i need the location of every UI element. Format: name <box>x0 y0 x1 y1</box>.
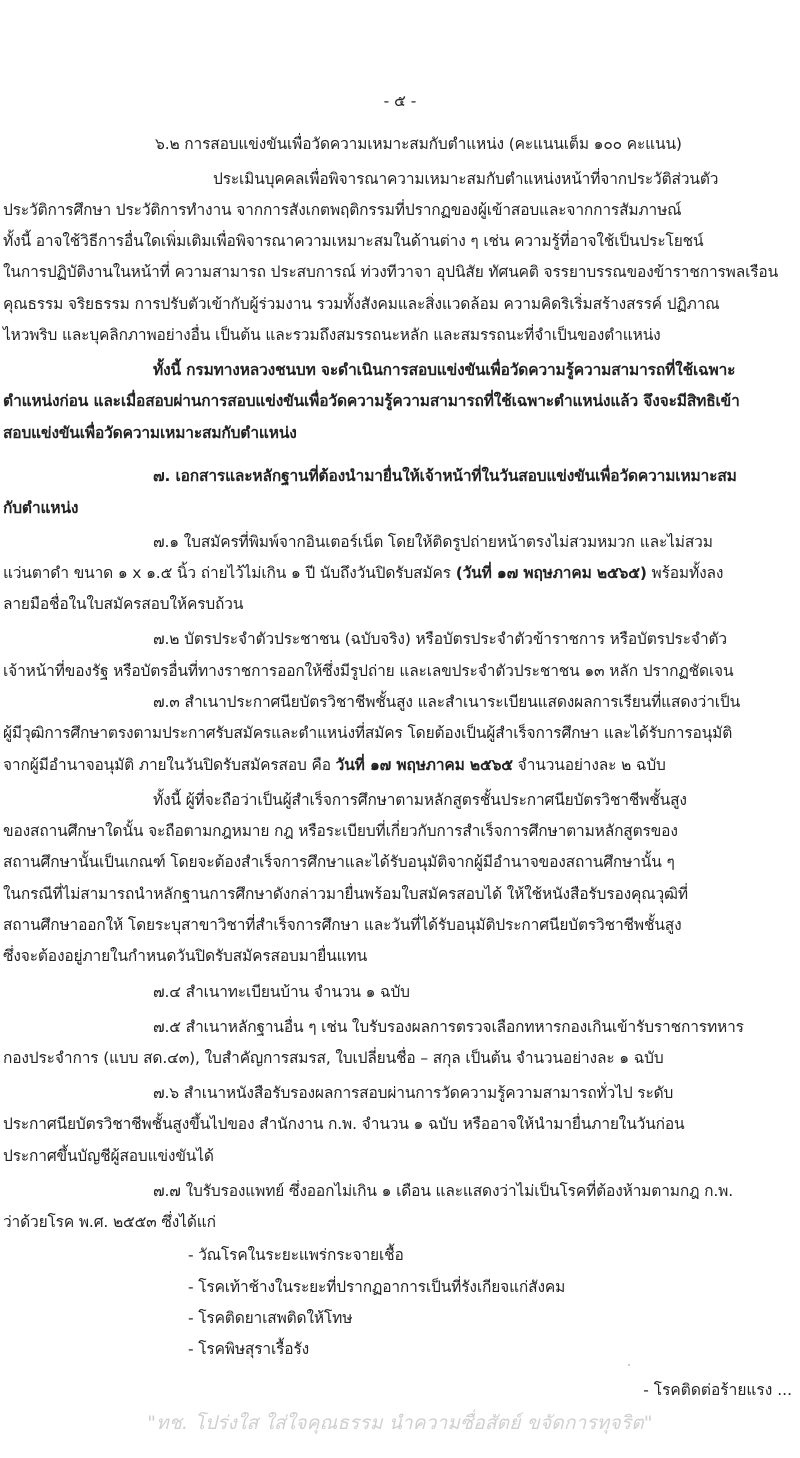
section-6-2-line: ในการปฏิบัติงานในหน้าที่ ความสามารถ ประสบการณ์ ท่วงทีวาจา อุปนิสัย ทัศนคติ จรรยาบรรณของข้าราชการพลเรือน <box>3 263 779 281</box>
section-6-2-note-line: ทั้งนี้ กรมทางหลวงชนบท จะดำเนินการสอบแข่งขันเพื่อวัดความรู้ความสามารถที่ใช้เฉพาะ <box>153 361 736 379</box>
item-7-7-line: ๗.๗ ใบรับรองแพทย์ ซึ่งออกไม่เกิน ๑ เดือน และแสดงว่าไม่เป็นโรคที่ต้องห้ามตามกฎ ก.พ. <box>153 1182 733 1200</box>
item-7-1-line: แว่นตาดำ ขนาด ๑ x ๑.๕ นิ้ว ถ่ายไว้ไม่เกิน ๑ ปี นับถึงวันปิดรับสมัคร (วันที่ ๑๗ พฤษภาคม ๒๕๖๕) พร้อมทั้งลง <box>3 564 724 582</box>
item-7-3-note-line: สถานศึกษานั้นเป็นเกณฑ์ โดยจะต้องสำเร็จการศึกษาและได้รับอนุมัติจากผู้มีอำนาจของสถานศึกษานั้น ๆ <box>3 853 675 871</box>
scan-artifact <box>628 1364 630 1366</box>
section-6-2-line: ประวัติการศึกษา ประวัติการทำงาน จากการสังเกตพฤติกรรมที่ปรากฏของผู้เข้าสอบและจากการสัมภาษณ์ <box>3 201 682 219</box>
item-7-6-line: ประกาศขึ้นบัญชีผู้สอบแข่งขันได้ <box>3 1147 214 1165</box>
section-6-2-heading: ๖.๒ การสอบแข่งขันเพื่อวัดความเหมาะสมกับตำแหน่ง (คะแนนเต็ม ๑๐๐ คะแนน) <box>155 135 682 153</box>
item-7-3-note-line: ของสถานศึกษาใดนั้น จะถือตามกฎหมาย กฎ หรือระเบียบที่เกี่ยวกับการสำเร็จการศึกษาตามหลักสูตรของ <box>3 822 678 840</box>
section-7-heading: กับตำแหน่ง <box>3 499 79 517</box>
item-7-3-note-line: ทั้งนี้ ผู้ที่จะถือว่าเป็นผู้สำเร็จการศึกษาตามหลักสูตรชั้นประกาศนียบัตรวิชาชีพชั้นสูง <box>153 791 687 809</box>
disease-list-item: - โรคติดยาเสพติดให้โทษ <box>188 1309 353 1327</box>
item-7-5-line: ๗.๕ สำเนาหลักฐานอื่น ๆ เช่น ใบรับรองผลการตรวจเลือกทหารกองเกินเข้ารับราชการทหาร <box>153 1018 744 1036</box>
section-6-2-line: คุณธรรม จริยธรรม การปรับตัวเข้ากับผู้ร่วมงาน รวมทั้งสังคมและสิ่งแวดล้อม ความคิดริเริ่มสร้างสรรค์ ปฏิภาณ <box>3 295 720 313</box>
item-7-3-line: จากผู้มีอำนาจอนุมัติ ภายในวันปิดรับสมัครสอบ คือ วันที่ ๑๗ พฤษภาคม ๒๕๖๕ จำนวนอย่างละ ๒ ฉบับ <box>3 756 666 774</box>
item-7-3-line: ผู้มีวุฒิการศึกษาตรงตามประกาศรับสมัครและตำแหน่งที่สมัคร โดยต้องเป็นผู้สำเร็จการศึกษา และได้รับการอนุมัติ <box>3 724 733 742</box>
page-number: - ๕ - <box>383 92 417 110</box>
item-7-5-line: กองประจำการ (แบบ สด.๔๓), ใบสำคัญการสมรส, ใบเปลี่ยนชื่อ – สกุล เป็นต้น จำนวนอย่างละ ๑ ฉบับ <box>3 1049 664 1067</box>
item-7-3-note-line: ซึ่งจะต้องอยู่ภายในกำหนดวันปิดรับสมัครสอบมายื่นแทน <box>3 947 368 965</box>
item-7-3-note-line: สถานศึกษาออกให้ โดยระบุสาขาวิชาที่สำเร็จการศึกษา และวันที่ได้รับอนุมัติประกาศนียบัตรวิชาชีพชั้นสูง <box>3 916 682 934</box>
item-7-3-line: ๗.๓ สำเนาประกาศนียบัตรวิชาชีพชั้นสูง และสำเนาระเบียนแสดงผลการเรียนที่แสดงว่าเป็น <box>153 693 741 711</box>
footer-slogan: "ทช. โปร่งใส ใส่ใจคุณธรรม นำความซื่อสัตย์ ขจัดการทุจริต" <box>147 1412 653 1434</box>
continuation-note: - โรคติดต่อร้ายแรง ... <box>643 1381 792 1399</box>
item-7-3-note-line: ในกรณีที่ไม่สามารถนำหลักฐานการศึกษาดังกล่าวมายื่นพร้อมใบสมัครสอบได้ ให้ใช้หนังสือรับรองคุณวุฒิที่ <box>3 885 688 903</box>
section-6-2-note-line: ตำแหน่งก่อน และเมื่อสอบผ่านการสอบแข่งขันเพื่อวัดความรู้ความสามารถที่ใช้เฉพาะตำแหน่งแล้ว จึงจะมีสิทธิเข้า <box>3 392 740 410</box>
item-7-1-line: ลายมือชื่อในใบสมัครสอบให้ครบถ้วน <box>3 595 244 613</box>
item-7-6-line: ประกาศนียบัตรวิชาชีพชั้นสูงขึ้นไปของ สำนักงาน ก.พ. จำนวน ๑ ฉบับ หรืออาจให้นำมายื่นภายในวันก่อน <box>3 1115 685 1133</box>
section-6-2-note-line: สอบแข่งขันเพื่อวัดความเหมาะสมกับตำแหน่ง <box>3 424 297 442</box>
item-7-6-line: ๗.๖ สำเนาหนังสือรับรองผลการสอบผ่านการวัดความรู้ความสามารถทั่วไป ระดับ <box>153 1084 674 1102</box>
disease-list-item: - วัณโรคในระยะแพร่กระจายเชื้อ <box>188 1246 404 1264</box>
deadline-date: (วันที่ ๑๗ พฤษภาคม ๒๕๖๕) <box>455 564 647 582</box>
item-7-7-line: ว่าด้วยโรค พ.ศ. ๒๕๕๓ ซึ่งได้แก่ <box>3 1213 216 1231</box>
section-6-2-line: ประเมินบุคคลเพื่อพิจารณาความเหมาะสมกับตำแหน่งหน้าที่จากประวัติส่วนตัว <box>213 170 719 188</box>
item-7-4-line: ๗.๔ สำเนาทะเบียนบ้าน จำนวน ๑ ฉบับ <box>153 983 410 1001</box>
section-6-2-line: ทั้งนี้ อาจใช้วิธีการอื่นใดเพิ่มเติมเพื่อพิจารณาความเหมาะสมในด้านต่าง ๆ เช่น ความรู้ที่อาจใช้เป็นประโยชน์ <box>3 232 704 250</box>
section-6-2-line: ไหวพริบ และบุคลิกภาพอย่างอื่น เป็นต้น และรวมถึงสมรรถนะหลัก และสมรรถนะที่จำเป็นของตำแหน่ง <box>3 326 661 344</box>
deadline-date: วันที่ ๑๗ พฤษภาคม ๒๕๖๕ <box>335 756 513 774</box>
item-7-2-line: เจ้าหน้าที่ของรัฐ หรือบัตรอื่นที่ทางราชการออกให้ซึ่งมีรูปถ่าย และเลขประจำตัวประชาชน ๑๓ หลัก ปรากฏชัดเจน <box>3 662 734 680</box>
item-7-1-line: ๗.๑ ใบสมัครที่พิมพ์จากอินเตอร์เน็ต โดยให้ติดรูปถ่ายหน้าตรงไม่สวมหมวก และไม่สวม <box>153 533 713 551</box>
section-7-heading: ๗. เอกสารและหลักฐานที่ต้องนำมายื่นให้เจ้าหน้าที่ในวันสอบแข่งขันเพื่อวัดความเหมาะสม <box>153 467 737 485</box>
item-7-2-line: ๗.๒ บัตรประจำตัวประชาชน (ฉบับจริง) หรือบัตรประจำตัวข้าราชการ หรือบัตรประจำตัว <box>153 630 727 648</box>
disease-list-item: - โรคพิษสุราเรื้อรัง <box>188 1340 310 1358</box>
disease-list-item: - โรคเท้าช้างในระยะที่ปรากฏอาการเป็นที่รังเกียจแก่สังคม <box>188 1278 566 1296</box>
